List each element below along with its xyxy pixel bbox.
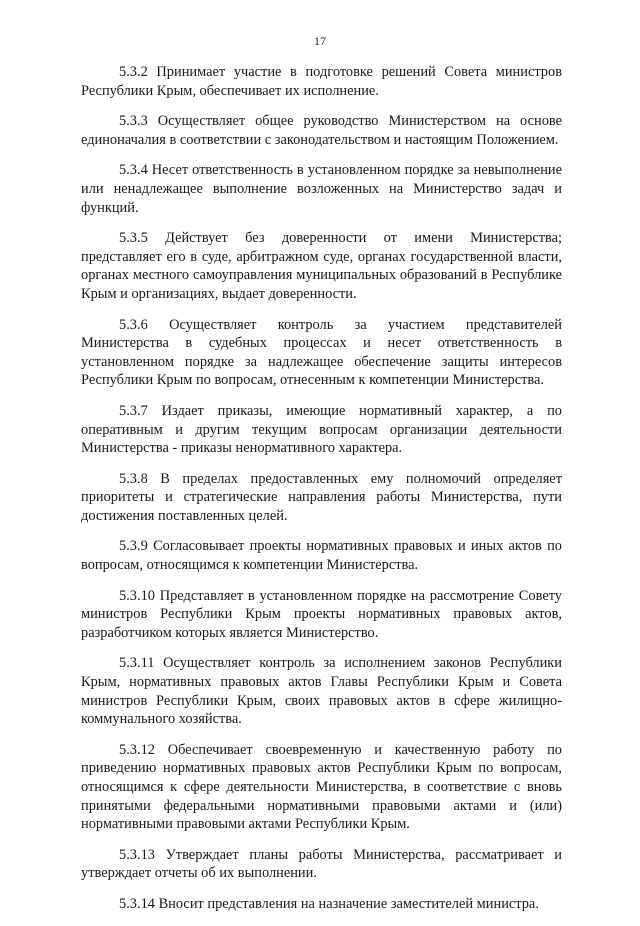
- paragraph-5-3-2: 5.3.2 Принимает участие в подготовке решений Совета министров Республики Крым, обеспечивает их исполнение.: [81, 64, 562, 99]
- paragraph-5-3-10: 5.3.10 Представляет в установленном порядке на рассмотрение Совету министров Республики Крым проекты нормативных правовых актов, разработчиком которых является Министерство.: [81, 587, 562, 641]
- paragraph-5-3-4: 5.3.4 Несет ответственность в установленном порядке за невыполнение или ненадлежащее выполнение возложенных на Министерство задач и функций.: [81, 162, 562, 216]
- paragraph-5-3-8: 5.3.8 В пределах предоставленных ему полномочий определяет приоритеты и стратегические направления работы Министерства, пути достижения поставленных целей.: [81, 470, 562, 524]
- paragraph-5-3-12: 5.3.12 Обеспечивает своевременную и качественную работу по приведению нормативных правовых актов Республики Крым по вопросам, относящимся к сфере деятельности Министерства, в соответствие с вновь принятыми федеральными нормативными правовыми актами и (или) нормативными правовыми актами Республики Крым.: [81, 741, 562, 833]
- paragraph-5-3-9: 5.3.9 Согласовывает проекты нормативных правовых и иных актов по вопросам, относящимся к компетенции Министерства.: [81, 538, 562, 574]
- page-number: 17: [314, 34, 326, 48]
- paragraph-5-3-14: 5.3.14 Вносит представления на назначение заместителей министра.: [119, 895, 539, 912]
- paragraph-5-3-5: 5.3.5 Действует без доверенности от имени Министерства; представляет его в суде, арбитражном суде, органах государственной власти, органах местного самоуправления муниципальных образований в Республике Крым и организациях, выдает доверенности.: [81, 230, 562, 302]
- paragraph-5-3-13: 5.3.13 Утверждает планы работы Министерства, рассматривает и утверждает отчеты об их выполнении.: [81, 846, 562, 882]
- paragraph-5-3-3: 5.3.3 Осуществляет общее руководство Министерством на основе единоначалия в соответствии с законодательством и настоящим Положением.: [81, 113, 562, 148]
- paragraph-5-3-7: 5.3.7 Издает приказы, имеющие нормативный характер, а по оперативным и другим текущим вопросам организации деятельности Министерства - приказы ненормативного характера.: [81, 402, 562, 457]
- paragraph-5-3-6: 5.3.6 Осуществляет контроль за участием представителей Министерства в судебных процессах и несет ответственность в установленном порядке за надлежащее обеспечение защиты интересов Республики Крым по вопросам, отнесенным к компетенции Министерства.: [81, 316, 562, 389]
- document-body: [81, 63, 562, 926]
- paragraph-5-3-11: 5.3.11 Осуществляет контроль за исполнением законов Республики Крым, нормативных правовых актов Главы Республики Крым и Совета министров Республики Крым, своих правовых актов в сфере жилищно-коммунального хозяйства.: [81, 655, 562, 728]
